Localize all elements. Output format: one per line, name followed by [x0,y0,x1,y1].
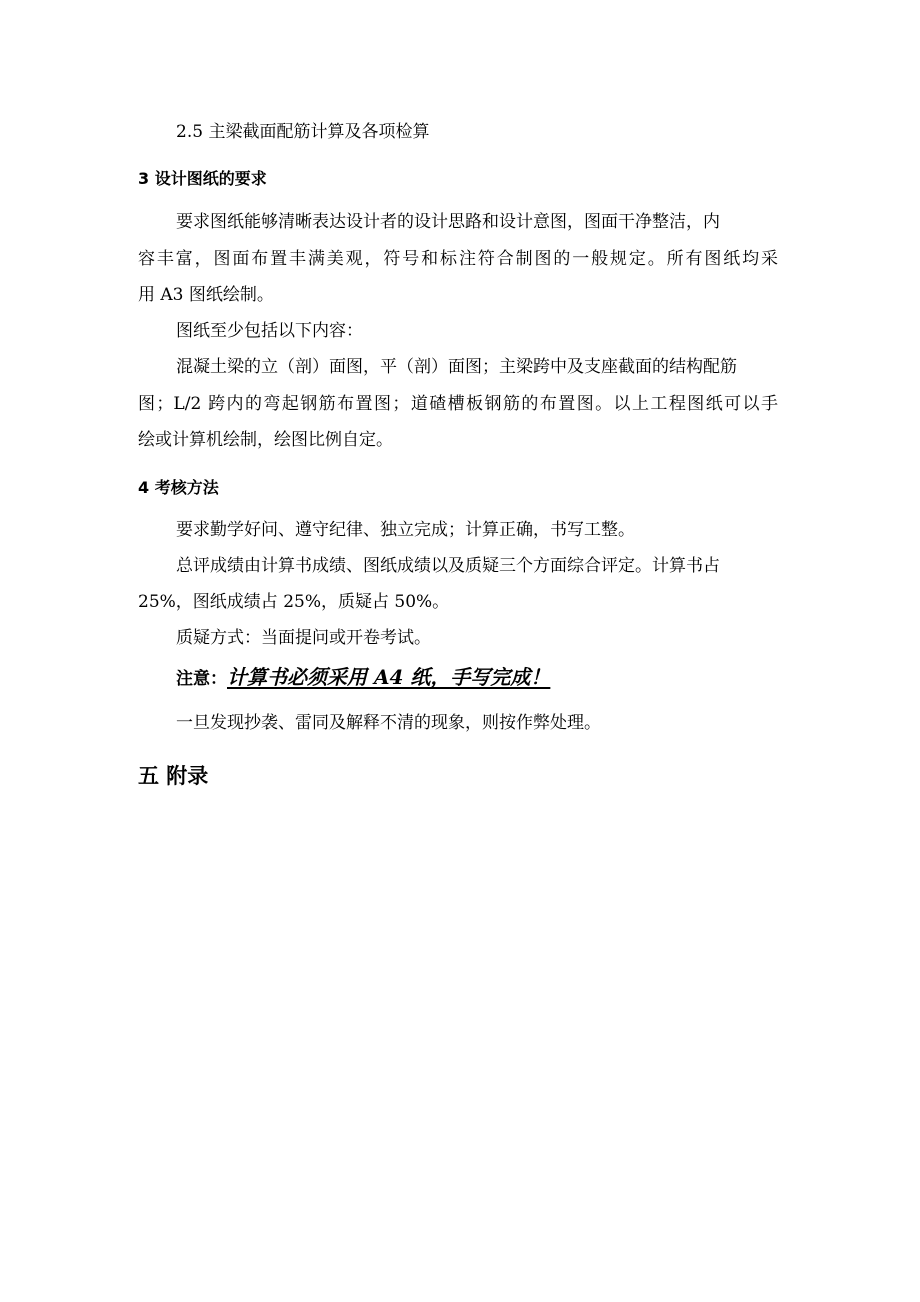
section-4-para2-line2: 25%，图纸成绩占 25%，质疑占 50%。 [138,592,450,612]
section-4-para1: 要求勤学好问、遵守纪律、独立完成；计算正确，书写工整。 [176,520,635,540]
section-3-heading: 3 设计图纸的要求 [138,169,267,188]
section-3-para3-line3: 绘或计算机绘制，绘图比例自定。 [138,430,393,450]
chapter-5-heading: 五 附录 [138,764,209,788]
section-3-para2: 图纸至少包括以下内容： [176,321,363,341]
section-3-para1-line1: 要求图纸能够清晰表达设计者的设计思路和设计意图，图面干净整洁，内 [176,212,720,232]
section-4-para2-line1: 总评成绩由计算书成绩、图纸成绩以及质疑三个方面综合评定。计算书占 [176,556,720,576]
section-2-5-item: 2.5 主梁截面配筋计算及各项检算 [176,122,430,142]
note-emphasis: 计算书必须采用 A4 纸，手写完成！ [227,665,551,689]
section-4-para3: 质疑方式：当面提问或开卷考试。 [176,628,431,648]
section-4-heading: 4 考核方法 [138,478,219,497]
section-3-para1-line2: 容丰富，图面布置丰满美观，符号和标注符合制图的一般规定。所有图纸均采 [138,249,778,269]
section-3-para3-line2: 图；L/2 跨内的弯起钢筋布置图；道碴槽板钢筋的布置图。以上工程图纸可以手 [138,394,778,414]
note-line [176,665,550,691]
note-label: 注意： [176,669,227,689]
section-4-para4: 一旦发现抄袭、雷同及解释不清的现象，则按作弊处理。 [176,713,601,733]
section-3-para3-line1: 混凝土梁的立（剖）面图，平（剖）面图；主梁跨中及支座截面的结构配筋 [176,357,737,377]
section-3-para1-line3: 用 A3 图纸绘制。 [138,285,274,305]
